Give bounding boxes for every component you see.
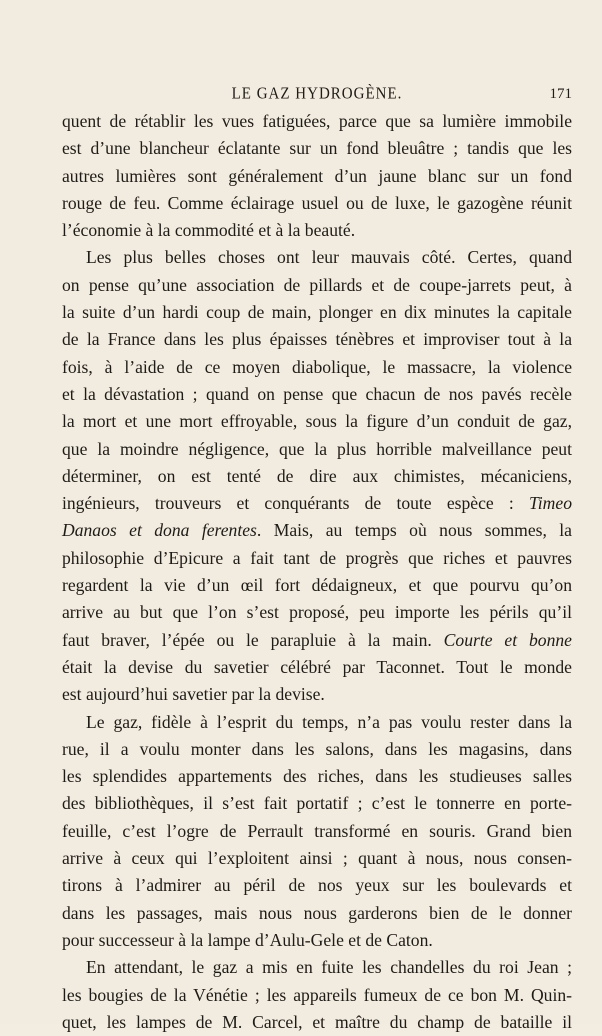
text-line: philosophie d’Epicure a fait tant de progrès que riches et pauvres [62,547,572,568]
text-line: Danaos et dona ferentes. Mais, au temps où nous sommes, la [62,520,572,541]
page-number: 171 [549,86,572,102]
text-line: Les plus belles choses ont leur mauvais côté. Certes, quand [86,247,572,268]
text-line: faut braver, l’épée ou le parapluie à la main. Courte et bonne [62,629,572,650]
text-line: est aujourd’hui savetier par la devise. [62,684,325,705]
text-line: l’économie à la commodité et à la beauté. [62,220,356,241]
text-line: fois, à l’aide de ce moyen diabolique, le massacre, la violence [62,356,572,377]
text-line: rouge de feu. Comme éclairage usuel ou de luxe, le gazogène réunit [62,192,572,213]
text-line: les splendides appartements des riches, dans les studieuses salles [62,766,572,787]
text-line: et la dévastation ; quand on pense que chacun de nos pavés recèle [62,383,572,404]
italic-quote: Courte et bonne [443,629,572,650]
text-line: les bougies de la Vénétie ; les appareils fumeux de ce bon M. Quin- [62,984,572,1005]
running-title: LE GAZ HYDROGÈNE. [231,85,403,103]
text-line: pour successeur à la lampe d’Aulu-Gele et de Caton. [62,929,433,950]
text-line: déterminer, on est tenté de dire aux chimistes, mécaniciens, [62,465,572,486]
text-line: autres lumières sont généralement d’un jaune blanc sur un fond [62,165,572,186]
text-line: arrive à ceux qui l’exploitent ainsi ; quant à nous, nous consen- [62,848,572,869]
text-line: est d’une blancheur éclatante sur un fond bleuâtre ; tandis que les [62,138,572,159]
text-line: la mort et une mort effroyable, sous la figure d’un conduit de gaz, [62,411,572,432]
italic-quote: Danaos et dona ferentes [62,520,257,541]
text-line: feuille, c’est l’ogre de Perrault transformé en souris. Grand bien [62,820,572,841]
text-line: de la France dans les plus épaisses ténèbres et improviser tout à la [62,329,572,350]
text-line: était la devise du savetier célébré par Taconnet. Tout le monde [62,656,572,677]
text-line: regardent la vie d’un œil fort dédaigneux, et que pourvu qu’on [62,575,572,596]
text-line: quent de rétablir les vues fatiguées, parce que sa lumière immobile [62,111,572,131]
text-line: des bibliothèques, il s’est fait portatif ; c’est le tonnerre en porte- [62,793,572,814]
text-line: la suite d’un hardi coup de main, plonger en dix minutes la capitale [62,302,572,323]
body-text [62,108,572,1036]
text-line: quet, les lampes de M. Carcel, et maître du champ de bataille il [62,1011,572,1032]
text-line: arrive au but que l’on s’est proposé, peu importe les périls qu’il [62,602,572,623]
text-line: dans les passages, mais nous nous garderons bien de le donner [62,902,572,923]
text-line: Le gaz, fidèle à l’esprit du temps, n’a pas voulu rester dans la [86,711,572,732]
text-line: En attendant, le gaz a mis en fuite les chandelles du roi Jean ; [86,957,572,978]
text-line: on pense qu’une association de pillards et de coupe-jarrets peut, à [62,274,572,295]
italic-quote: Timeo [528,493,572,514]
text-line: rue, il a voulu monter dans les salons, dans les magasins, dans [62,738,572,759]
text-line: tirons à l’admirer au péril de nos yeux sur les boulevards et [62,875,572,896]
text-line: ingénieurs, trouveurs et conquérants de toute espèce : Timeo [62,493,572,514]
page-header [62,86,572,106]
text-line: que la moindre négligence, que la plus horrible malveillance peut [62,438,572,459]
